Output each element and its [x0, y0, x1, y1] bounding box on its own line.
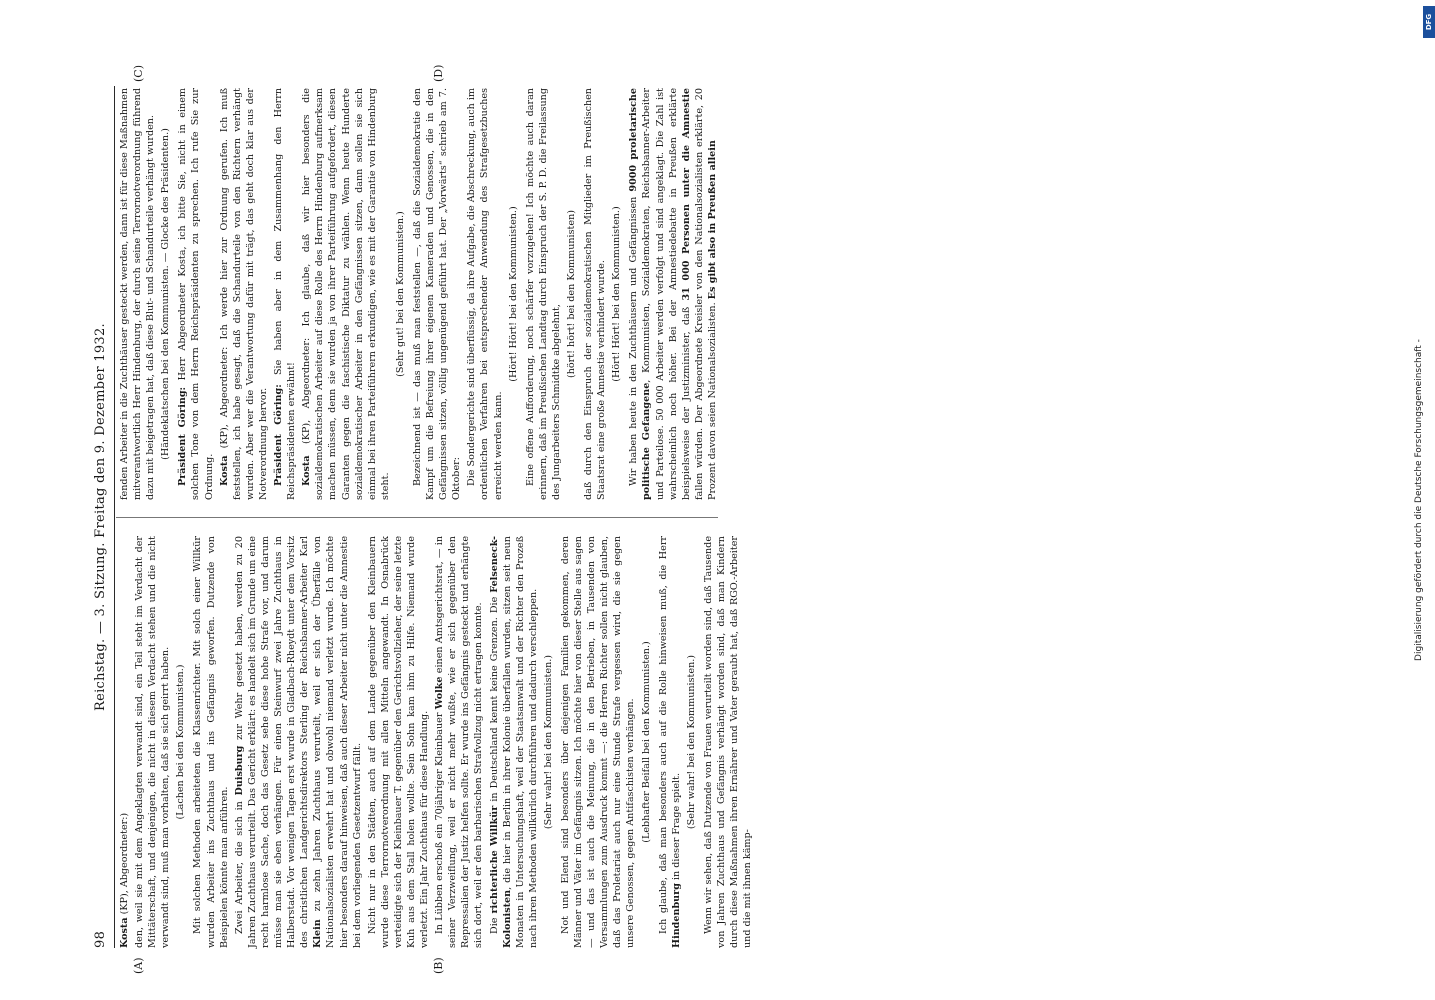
- dfg-logo-text: DFG: [1425, 13, 1433, 31]
- margin-marker-a: (A): [132, 957, 145, 974]
- left-column: [118, 535, 754, 948]
- interjection: (Händeklatschen bei den Kommunisten. — Glocke des Präsidenten.): [160, 128, 172, 460]
- paragraph: Bezeichnend ist — das muß man feststellen —, daß die Sozialdemokratie den Kampf um die Befreiung ihrer eigenen Kameraden und Genossen, die in den Gefängnissen sitzen, völlig ungenügend geführt hat. Der „Vorwärts“ schrieb am 7. Oktober:: [411, 88, 463, 500]
- margin-marker-d: (D): [432, 64, 445, 82]
- paragraph: Präsident Göring: Herr Abgeordneter Kosta, ich bitte Sie, nicht in einem solchen Tone von dem Herrn Reichspräsidenten zu sprechen. Ich rufe Sie zur Ordnung.: [177, 87, 215, 500]
- paragraph: Kosta (KP), Abgeordneter: Ich werde hier zur Ordnung gerufen. Ich muß feststellen, ich habe gesagt, daß die Schandurteile von den Richtern verhängt wurden. Aber wer die Verantwortung dafür mit trägt, das geht doch klar aus der Notverordnung hervor.: [218, 88, 269, 500]
- paragraph: Ich glaube, daß man besonders auch auf die Rolle hinweisen muß, die Herr Hindenburg in dieser Frage spielt.: [657, 536, 682, 948]
- paragraph: Nicht nur in den Städten, auch auf dem Lande gegenüber den Kleinbauern wurde diese Terrornotverordnung mit allen Mitteln angewandt. In Osnabrück verteidigte sich der Kleinbauer T. gegenüber den Gerichtsvollzieher, der seine letzte Kuh aus dem Stall holen wollte. Sein Sohn kam ihm zu Hilfe. Niemand wurde verletzt. Ein Jahr Zuchthaus für diese Handlung.: [366, 536, 431, 948]
- paragraph: Not und Elend sind besonders über diejenigen Familien gekommen, deren Männer und Väter im Gefängnis sitzen. Ich möchte hier von dieser Stelle aus sagen — und das ist auch die Meinung, die in den Betrieben, in Tausenden von Versammlungen zum Ausdruck kommt —: die Herren Richter sollen nicht glauben, daß das Proletariat auch nur eine Stunde Strafe vergessen wird, die sie gegen unsere Genossen, gegen Antifaschisten verhängen.: [560, 536, 637, 948]
- paragraph: Die richterliche Willkür in Deutschland kennt keine Grenzen. Die Felseneck-Kolonisten, die hier in Berlin in ihrer Kolonie überfallen wurden, sitzen seit neun Monaten in Untersuchungshaft, weil der Staatsanwalt und der Richter den Prozeß nach ihren Methoden willkürlich durchführen und dadurch verschleppen.: [488, 536, 539, 948]
- paragraph: Kosta (KP), Abgeordneter: Ich glaube, daß wir hier besonders die sozialdemokratischen Arbeiter auf diese Rolle des Herrn Hindenburg aufmerksam machen müssen, denn sie wurden ja von ihrer Parteiführung aufgefordert, diesen Garanten gegen die faschistische Diktatur zu wählen. Wenn heute Hunderte sozialdemokratischer Arbeiter in den Gefängnissen sitzen, dann sollen sie sich einmal bei ihren Parteiführern erkundigen, wie es mit der Garantie von Hindenburg steht.: [301, 88, 391, 500]
- interjection: (Sehr gut! bei den Kommunisten.): [394, 211, 406, 377]
- interjection: (Hört! Hört! bei den Kommunisten.): [507, 206, 519, 382]
- funding-note: Digitalisierung gefördert durch die Deutsche Forschungsgemeinschaft -: [1414, 339, 1424, 661]
- paragraph: Wir haben heute in den Zuchthäusern und Gefängnissen 9000 proletarische politische Gefangene, Kommunisten, Sozialdemokraten, Reichsbanner-Arbeiter und Parteilose. 50 000 Arbeiter werden verfolgt und sind angeklagt. Die Zahl ist wahrscheinlich noch höher. Bei der Amnestiedebatte in Preußen erklärte beispielsweise der Justizminister, daß 31 000 Personen unter die Amnestie fallen würden. Der Abgeordnete Kreisler von den Nationalsozialisten erklärte, 20 Prozent davon seien Nationalsozialisten. Es gibt also in Preußen allein: [628, 87, 718, 500]
- interjection: (Sehr wahr! bei den Kommunisten.): [685, 654, 697, 830]
- paragraph: den, weil sie mit dem Angeklagten verwandt sind, ein Teil steht im Verdacht der Mittäterschaft, und denjenigen, die nicht in diesem Verdacht stehen und die nicht verwandt sind, muß man vorhalten, daß sie sich geirrt haben.: [134, 536, 172, 948]
- dfg-logo: [1423, 6, 1435, 38]
- page-number: 98: [93, 930, 108, 948]
- interjection: (Lachen bei den Kommunisten.): [175, 664, 187, 820]
- page-title: Reichstag. — 3. Sitzung. Freitag den 9. Dezember 1932.: [93, 323, 108, 711]
- header-rule: [114, 86, 115, 948]
- margin-marker-b: (B): [432, 957, 445, 974]
- paragraph: Kosta (KP), Abgeordneter:): [119, 812, 130, 948]
- paragraph: In Lübben erschoß ein 70jähriger Kleinbauer Wolke einen Amtsgerichtsrat, — in seiner Verzweiflung, weil er nicht mehr wußte, wie er sich gegenüber den Repressalien der Justiz helfen sollte. Er wurde ins Gefängnis gesteckt und erhängte sich dort, weil er den barbarischen Strafvollzug nicht ertragen konnte.: [434, 535, 485, 948]
- paragraph: Mit solchen Methoden arbeiteten die Klassenrichter. Mit solch einer Willkür wurden Arbeiter ins Zuchthaus und ins Gefängnis geworfen. Dutzende von Beispielen könnte man anführen.: [192, 536, 230, 948]
- interjection: (hört! hört! bei den Kommunisten): [566, 210, 577, 379]
- right-column: [118, 88, 718, 500]
- interjection: (Lebhafter Beifall bei den Kommunisten.): [640, 641, 652, 843]
- paragraph: Wenn wir sehen, daß Dutzende von Frauen verurteilt worden sind, daß Tausende von Jahren Zuchthaus und Gefängnis verhängt worden sind, daß man Kindern durch diese Maßnahmen ihren Ernährer und Vater geraubt hat, daß RGO.-Arbeiter und die mit ihnen kämp-: [702, 536, 754, 948]
- paragraph: Zwei Arbeiter, die sich in Duisburg zur Wehr gesetzt haben, werden zu 20 Jahren Zuchthaus verurteilt. Das Gericht erklärt: es handelt sich im Grunde um eine recht harmlose Sache, doch das Gesetz sehe diese hohe Strafe vor, und darum müsse man sie eben verhängen. Für einen Steinwurf zwei Jahre Zuchthaus in Halberstadt. Vor wenigen Tagen erst wurde in Gladbach-Rheydt unter dem Vorsitz des christlichen Landgerichtsdirektors Sterling der Reichsbanner-Arbeiter Karl Klein zu zehn Jahren Zuchthaus verurteilt, weil er sich der Überfälle von Nationalsozialisten erwehrt hat und obwohl niemand verletzt wurde. Ich möchte hier besonders darauf hinweisen, daß auch dieser Arbeiter nicht unter die Amnestie bei dem vorliegenden Gesetzentwurf fällt.: [233, 536, 363, 948]
- paragraph: Präsident Göring: Sie haben aber in dem Zusammenhang den Herrn Reichspräsidenten erwähnt!: [273, 88, 298, 500]
- interjection: (Sehr wahr! bei den Kommunisten.): [542, 654, 554, 830]
- paragraph: Eine offene Aufforderung, noch schärfer vorzugehen! Ich möchte auch daran erinnern, daß im Preußischen Landtag durch Einspruch der S. P. D. die Freilassung des Jungarbeiters Schmidtke abgelehnt,: [524, 88, 562, 500]
- paragraph: daß durch den Einspruch der sozialdemokratischen Mitglieder im Preußischen Staatsrat eine große Amnestie verhindert wurde.: [583, 88, 608, 500]
- page-header: [92, 86, 112, 948]
- interjection: (Hört! Hört! bei den Kommunisten.): [611, 206, 623, 382]
- paragraph: fenden Arbeiter in die Zuchthäuser gesteckt werden, dann ist für diese Maßnahmen mitverantwortlich Herr Hindenburg, der durch seine Terrornotverordnung führend dazu mit beigetragen hat, daß diese Blut- und Schandurteile verhängt wurden.: [119, 88, 157, 500]
- document-page: [92, 64, 754, 974]
- column-divider: [116, 517, 718, 518]
- margin-marker-c: (C): [132, 65, 145, 82]
- paragraph: Die Sondergerichte sind überflüssig, da ihre Aufgabe, die Abschreckung, auch im ordentlichen Verfahren bei entsprechender Anwendung des Strafgesetzbuches erreicht werden kann.: [466, 88, 504, 500]
